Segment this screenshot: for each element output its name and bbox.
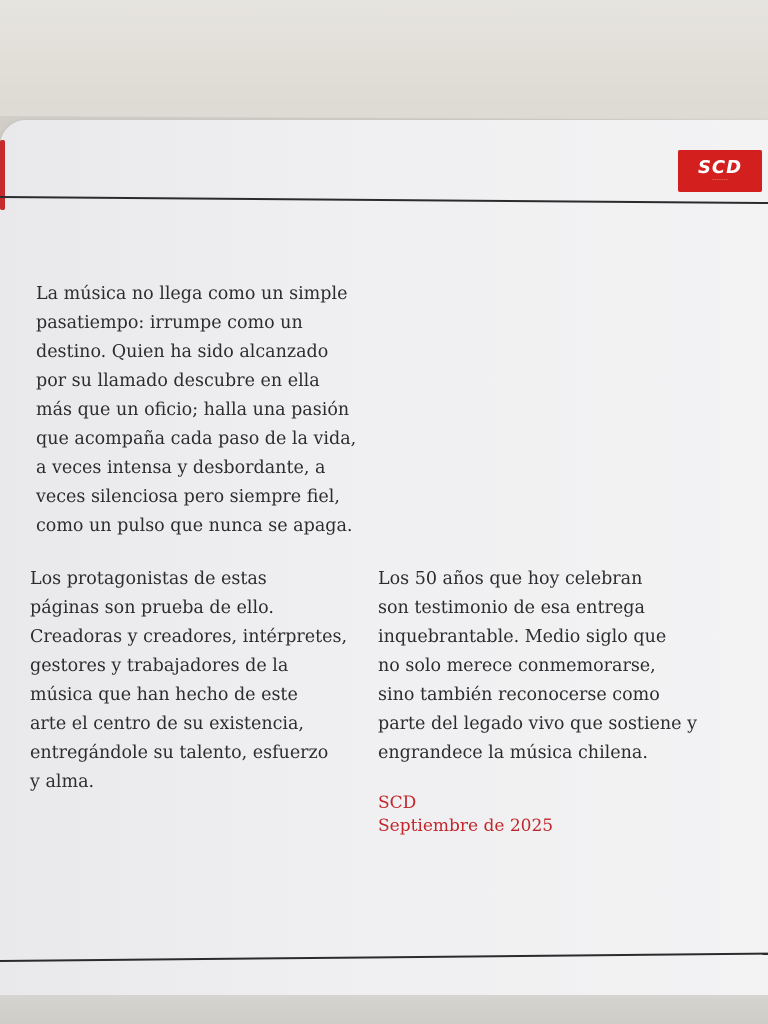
text-line: páginas son prueba de ello. — [30, 598, 274, 618]
scd-logo-text: SCD — [697, 157, 743, 178]
text-line: que acompaña cada paso de la vida, — [36, 429, 357, 449]
text-line: gestores y trabajadores de la — [30, 656, 289, 676]
text-line: parte del legado vivo que sostiene y — [378, 714, 697, 734]
text-line: inquebrantable. Medio siglo que — [378, 627, 667, 647]
text-line: engrandece la música chilena. — [378, 743, 648, 763]
text-line: entregándole su talento, esfuerzo — [30, 743, 329, 763]
text-line: no solo merece conmemorarse, — [378, 656, 656, 676]
text-line: Creadoras y creadores, intérpretes, — [30, 627, 348, 647]
text-line: La música no llega como un simple — [36, 284, 348, 304]
page-bottom-edge — [0, 995, 768, 1024]
text-line: pasatiempo: irrumpe como un — [36, 313, 303, 333]
text-line: a veces intensa y desbordante, a — [36, 458, 326, 478]
text-line: más que un oficio; halla una pasión — [36, 400, 350, 420]
text-line: sino también reconocerse como — [378, 685, 660, 705]
page-edge-red-strip — [0, 140, 5, 210]
paragraph-protagonists — [30, 565, 347, 797]
signature-date: Septiembre de 2025 — [378, 816, 554, 836]
paragraph-intro — [36, 280, 356, 541]
paragraph-anniversary — [378, 565, 697, 768]
text-line: Los protagonistas de estas — [30, 569, 267, 589]
text-line: son testimonio de esa entrega — [378, 598, 645, 618]
booklet-page — [0, 120, 768, 1000]
text-line: destino. Quien ha sido alcanzado — [36, 342, 329, 362]
text-line: por su llamado descubre en ella — [36, 371, 320, 391]
text-line: música que han hecho de este — [30, 685, 298, 705]
scd-logo-tagline: ––––––– — [711, 177, 729, 182]
text-line: como un pulso que nunca se apaga. — [36, 516, 353, 536]
signature-block — [378, 792, 553, 838]
text-line: arte el centro de su existencia, — [30, 714, 304, 734]
text-line: y alma. — [30, 772, 95, 792]
scd-logo — [678, 150, 762, 192]
text-line: Los 50 años que hoy celebran — [378, 569, 643, 589]
text-line: veces silenciosa pero siempre fiel, — [36, 487, 340, 507]
signature-author: SCD — [378, 793, 417, 813]
